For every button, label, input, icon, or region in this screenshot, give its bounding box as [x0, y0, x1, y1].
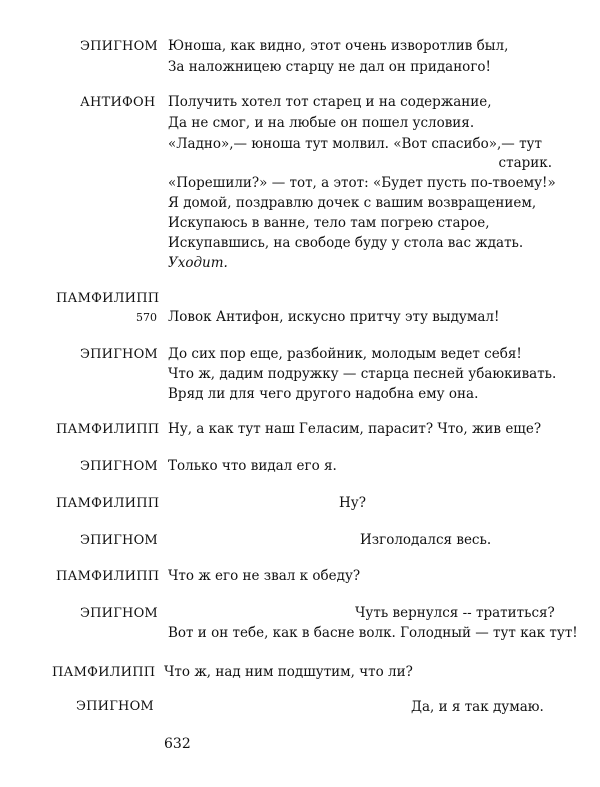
speaker-name: ЭПИГНОМ — [80, 459, 158, 474]
verse-line: Ну, а как тут наш Геласим, парасит? Что, жив еще? — [168, 421, 542, 437]
speaker-name: ПАМФИЛИПП — [56, 496, 160, 511]
verse-line: Вряд ли для чего другого надобна ему она. — [168, 386, 479, 402]
verse-line: Искупаюсь в ванне, тело там погрею старое, — [168, 215, 490, 231]
speaker-name: ПАМФИЛИПП — [56, 569, 160, 584]
page-number: 632 — [164, 736, 191, 752]
verse-line: Вот и он тебе, как в басне волк. Голодный — тут как тут! — [168, 625, 578, 641]
verse-line: Искупавшись, на свободе буду у стола вас ждать. — [168, 235, 524, 251]
verse-line: Что ж, дадим подружку — старца песней убаюкивать. — [168, 366, 557, 382]
speaker-name: ЭПИГНОМ — [80, 39, 158, 54]
speaker-name: ЭПИГНОМ — [80, 606, 158, 621]
verse-line: До сих пор еще, разбойник, молодым ведет себя! — [168, 346, 522, 362]
verse-line: Только что видал его я. — [168, 458, 337, 474]
verse-line: Да не смог, и на любые он пошел условия. — [168, 115, 475, 131]
verse-line-split: Ну? — [339, 495, 366, 511]
verse-line-split: Изголодался весь. — [360, 532, 492, 548]
speaker-name: ПАМФИЛИПП — [56, 291, 160, 306]
speaker-name: ЭПИГНОМ — [80, 533, 158, 548]
verse-line-split: Чуть вернулся -- тратиться? — [355, 605, 555, 621]
verse-line: Что ж его не звал к обеду? — [168, 568, 361, 584]
verse-line-split: Да, и я так думаю. — [411, 699, 544, 715]
verse-line: «Порешили?» — тот, а этот: «Будет пусть по-твоему!» — [168, 175, 556, 191]
speaker-name: ЭПИГНОМ — [80, 347, 158, 362]
verse-line-continuation: старик. — [498, 155, 552, 171]
speaker-name: ПАМФИЛИПП — [52, 665, 156, 680]
verse-line: Получить хотел тот старец и на содержание, — [168, 94, 492, 110]
line-number: 570 — [136, 311, 157, 324]
verse-line: Я домой, поздравлю дочек с вашим возвращением, — [168, 195, 537, 211]
speaker-name: ПАМФИЛИПП — [56, 422, 160, 437]
speaker-name: ЭПИГНОМ — [76, 699, 154, 714]
speaker-name: АНТИФОН — [80, 95, 156, 110]
verse-line: За наложницею старцу не дал он приданого! — [168, 59, 491, 75]
verse-line: Ловок Антифон, искусно притчу эту выдумал! — [168, 309, 500, 325]
verse-line: «Ладно»,— юноша тут молвил. «Вот спасибо»,— тут — [168, 136, 542, 152]
verse-line: Юноша, как видно, этот очень изворотлив был, — [168, 38, 509, 54]
stage-direction: Уходит. — [168, 255, 228, 271]
verse-line: Что ж, над ним подшутим, что ли? — [164, 664, 413, 680]
